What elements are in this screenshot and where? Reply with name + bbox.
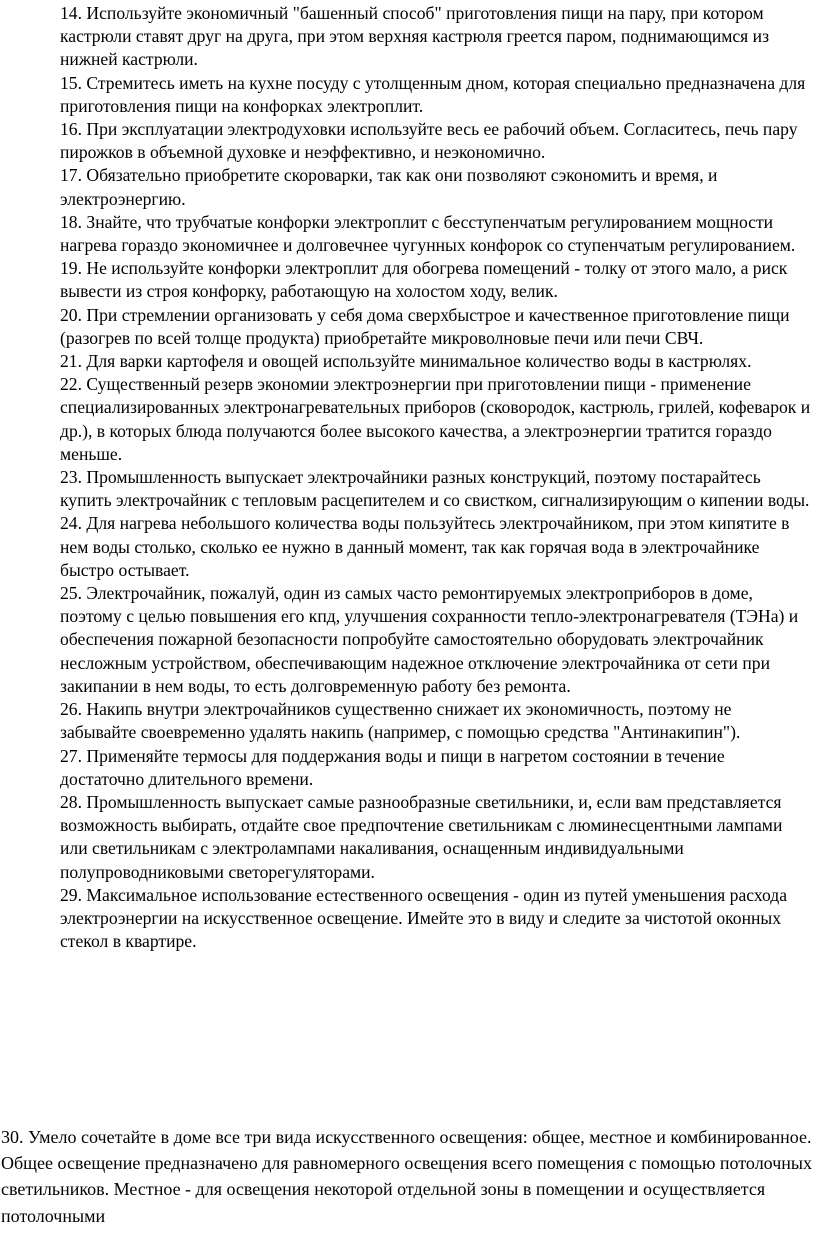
tip-23: 23. Промышленность выпускает электрочайники разных конструкций, поэтому постарайтесь купить электрочайник с тепловым расцепителем и со свистком, сигнализирующим о кипении воды. <box>60 467 810 511</box>
tip-25: 25. Электрочайник, пожалуй, один из самых часто ремонтируемых электроприборов в доме, поэтому с целью повышения его кпд, улучшения сохранности тепло-электронагревателя (ТЭНа) и обеспечения пожарной безопасности попробуйте самостоятельно оборудовать электрочайник несложным устройством, обеспечивающим надежное отключение электрочайника от сети при закипании в нем воды, то есть долговременную работу без ремонта. <box>60 583 799 696</box>
tip-26: 26. Накипь внутри электрочайников существенно снижает их экономичность, поэтому не забывайте своевременно удалять накипь (например, с помощью средства "Антинакипин"). <box>60 699 741 743</box>
tip-24: 24. Для нагрева небольшого количества воды пользуйтесь электрочайником, при этом кипятите в нем воды столько, сколько ее нужно в данный момент, так как горячая вода в электрочайнике быстро остывает. <box>60 513 790 580</box>
tip-27: 27. Применяйте термосы для поддержания воды и пищи в нагретом состоянии в течение достаточно длительного времени. <box>60 745 725 789</box>
tip-29: 29. Максимальное использование естественного освещения - один из путей уменьшения расхода электроэнергии на искусственное освещение. Имейте это в виду и следите за чистотой оконных стекол в квартире. <box>60 884 788 952</box>
tip-28: 28. Промышленность выпускает самые разнообразные светильники, и, если вам представляется возможность выбирать, отдайте свое предпочтение светильникам с люминесцентными лампами или светильникам с электролампами накаливания, оснащенным индивидуальными полупроводниковыми светорегуляторами. <box>60 791 783 882</box>
tip-15: 15. Стремитесь иметь на кухне посуду с утолщенным дном, которая специально предназначена для приготовления пищи на конфорках электроплит. <box>60 72 806 116</box>
tip-19: 19. Не используйте конфорки электроплит для обогрева помещений - толку от этого мало, а риск вывести из строя конфорку, работающую на холостом ходу, велик. <box>60 258 788 302</box>
tip-17: 17. Обязательно приобретите скороварки, так как они позволяют сэкономить и время, и электроэнергию. <box>60 165 718 209</box>
tip-21: 21. Для варки картофеля и овощей используйте минимальное количество воды в кастрюлях. <box>60 351 752 372</box>
tips-list <box>60 2 812 953</box>
tip-30-paragraph: 30. Умело сочетайте в доме все три вида искусственного освещения: общее, местное и комбинированное. Общее освещение предназначено для равномерного освещения всего помещения с помощью потолочных светильников. Местное - для освещения некоторой отдельной зоны в помещении и осуществляется потолочными <box>1 1127 812 1226</box>
tip-16: 16. При эксплуатации электродуховки используйте весь ее рабочий объем. Согласитесь, печь пару пирожков в объемной духовке и неэффективно, и неэкономично. <box>60 119 798 163</box>
tip-14: 14. Используйте экономичный "башенный способ" приготовления пищи на пару, при котором кастрюли ставят друг на друга, при этом верхняя кастрюля греется паром, поднимающимся из нижней кастрюли. <box>60 3 770 70</box>
tip-18: 18. Знайте, что трубчатые конфорки электроплит с бесступенчатым регулированием мощности нагрева гораздо экономичнее и долговечнее чугунных конфорок со ступенчатым регулированием. <box>60 211 796 256</box>
tip-22: 22. Существенный резерв экономии электроэнергии при приготовлении пищи - применение специализированных электронагревательных приборов (сковородок, кастрюль, грилей, кофеварок и др.), в которых блюда получаются более высокого качества, а электроэнергии тратится гораздо меньше. <box>60 374 811 464</box>
tip-20: 20. При стремлении организовать у себя дома сверхбыстрое и качественное приготовление пищи (разогрев по всей толще продукта) приобретайте микроволновые печи или печи СВЧ. <box>60 304 790 348</box>
